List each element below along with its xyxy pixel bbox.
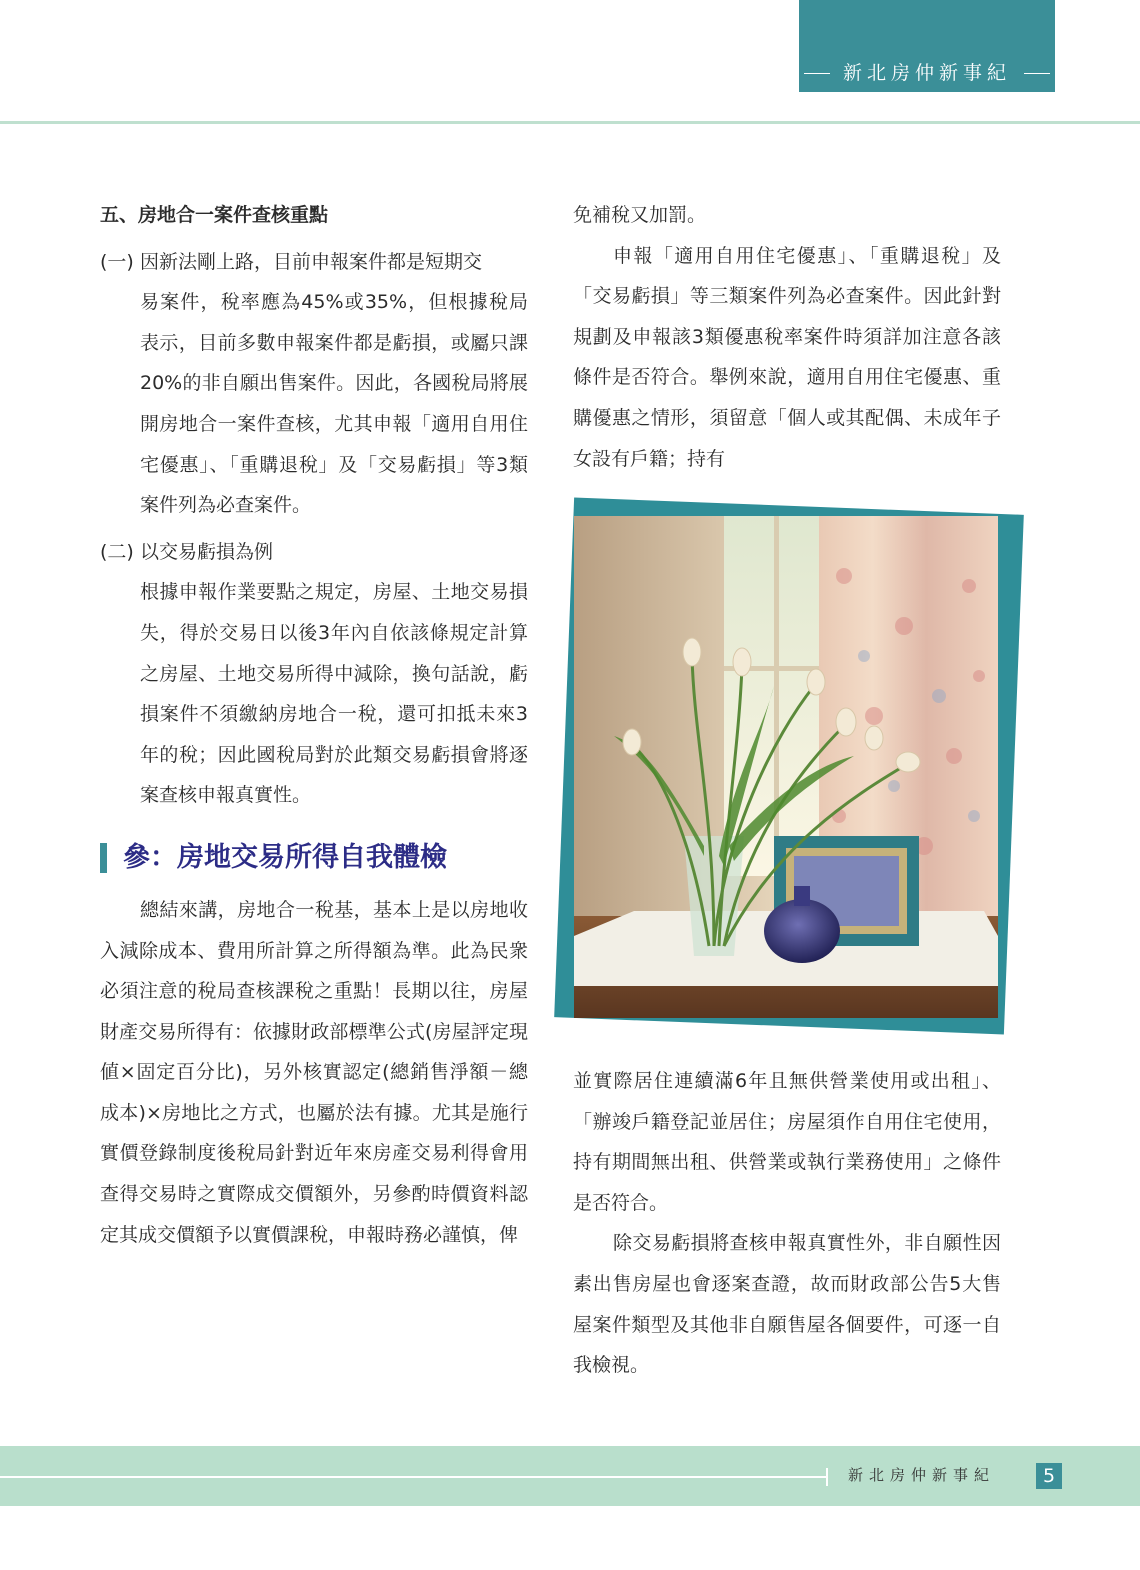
left-column bbox=[100, 195, 528, 1255]
paragraph: 申報「適用自用住宅優惠」、「重購退稅」及「交易虧損」等三類案件列為必查案件。因此針對規劃及申報該3類優惠稅率案件時須詳加注意各該條件是否符合。舉例來說，適用自用住宅優惠、重購優惠之情形，須留意「個人或其配偶、未成年子女設有戶籍；持有 bbox=[573, 244, 1001, 470]
section-paragraph: 總結來講，房地合一稅基，基本上是以房地收入減除成本、費用所計算之所得額為準。此為民衆必須注意的稅局查核課稅之重點！長期以往，房屋財產交易所得有：依據財政部標準公式(房屋評定現値×固定百分比)，另外核實認定(總銷售淨額－總成本)×房地比之方式，也屬於法有據。尤其是施行實價登錄制度後稅局針對近年來房產交易利得會用查得交易時之實際成交價額外，另參酌時價資料認定其成交價額予以實價課稅，申報時務必謹慎，俾 bbox=[100, 898, 528, 1246]
header-tab bbox=[799, 0, 1055, 92]
item-lead: 因新法剛上路，目前申報案件都是短期交 bbox=[140, 250, 483, 273]
magazine-title: 新北房仲新事紀 bbox=[799, 60, 1055, 86]
page-number: 5 bbox=[1036, 1463, 1062, 1489]
footer-magazine-title: 新北房仲新事紀 bbox=[848, 1466, 996, 1484]
continued-text: 免補稅又加罰。 bbox=[573, 204, 707, 226]
item-number: (二) bbox=[100, 540, 134, 563]
tulip-vase-photo bbox=[574, 516, 998, 1018]
photo-frame bbox=[560, 500, 1020, 1040]
right-column-bottom bbox=[573, 1061, 1001, 1386]
paragraph: 並實際居住連續滿6年且無供營業使用或出租」、「辦竣戶籍登記並居住；房屋須作自用住宅使用，持有期間無出租、供營業或執行業務使用」之條件是否符合。 bbox=[573, 1070, 1001, 1214]
footer-tick bbox=[826, 1468, 828, 1486]
section-heading bbox=[100, 836, 528, 880]
section-bar bbox=[100, 843, 107, 873]
list-item-1 bbox=[100, 242, 528, 526]
footer-band bbox=[0, 1446, 1140, 1506]
list-item-2 bbox=[100, 532, 528, 816]
item-number: (一) bbox=[100, 250, 134, 273]
item-body: 易案件，稅率應為45%或35%，但根據稅局表示，目前多數申報案件都是虧損，或屬只課20%的非自願出售案件。因此，各國稅局將展開房地合一案件查核，尤其申報「適用自用住宅優惠」、「重購退稅」及「交易虧損」等3類案件列為必查案件。 bbox=[140, 291, 528, 517]
footer-rule bbox=[0, 1476, 826, 1478]
subsection-heading: 五、房地合一案件查核重點 bbox=[100, 204, 329, 226]
right-column-top bbox=[573, 195, 1001, 479]
header-rule bbox=[0, 121, 1140, 124]
paragraph: 除交易虧損將查核申報真實性外，非自願性因素出售房屋也會逐案查證，故而財政部公告5大售屋案件類型及其他非自願售屋各個要件，可逐一自我檢視。 bbox=[573, 1232, 1001, 1377]
section-title: 參：房地交易所得自我體檢 bbox=[123, 841, 447, 873]
item-body: 根據申報作業要點之規定，房屋、土地交易損失，得於交易日以後3年內自依該條規定計算之房屋、土地交易所得中減除，換句話說，虧損案件不須繳納房地合一稅，還可扣抵未來3年的稅；因此國稅局對於此類交易虧損會將逐案查核申報真實性。 bbox=[140, 581, 528, 807]
item-lead: 以交易虧損為例 bbox=[140, 540, 274, 563]
